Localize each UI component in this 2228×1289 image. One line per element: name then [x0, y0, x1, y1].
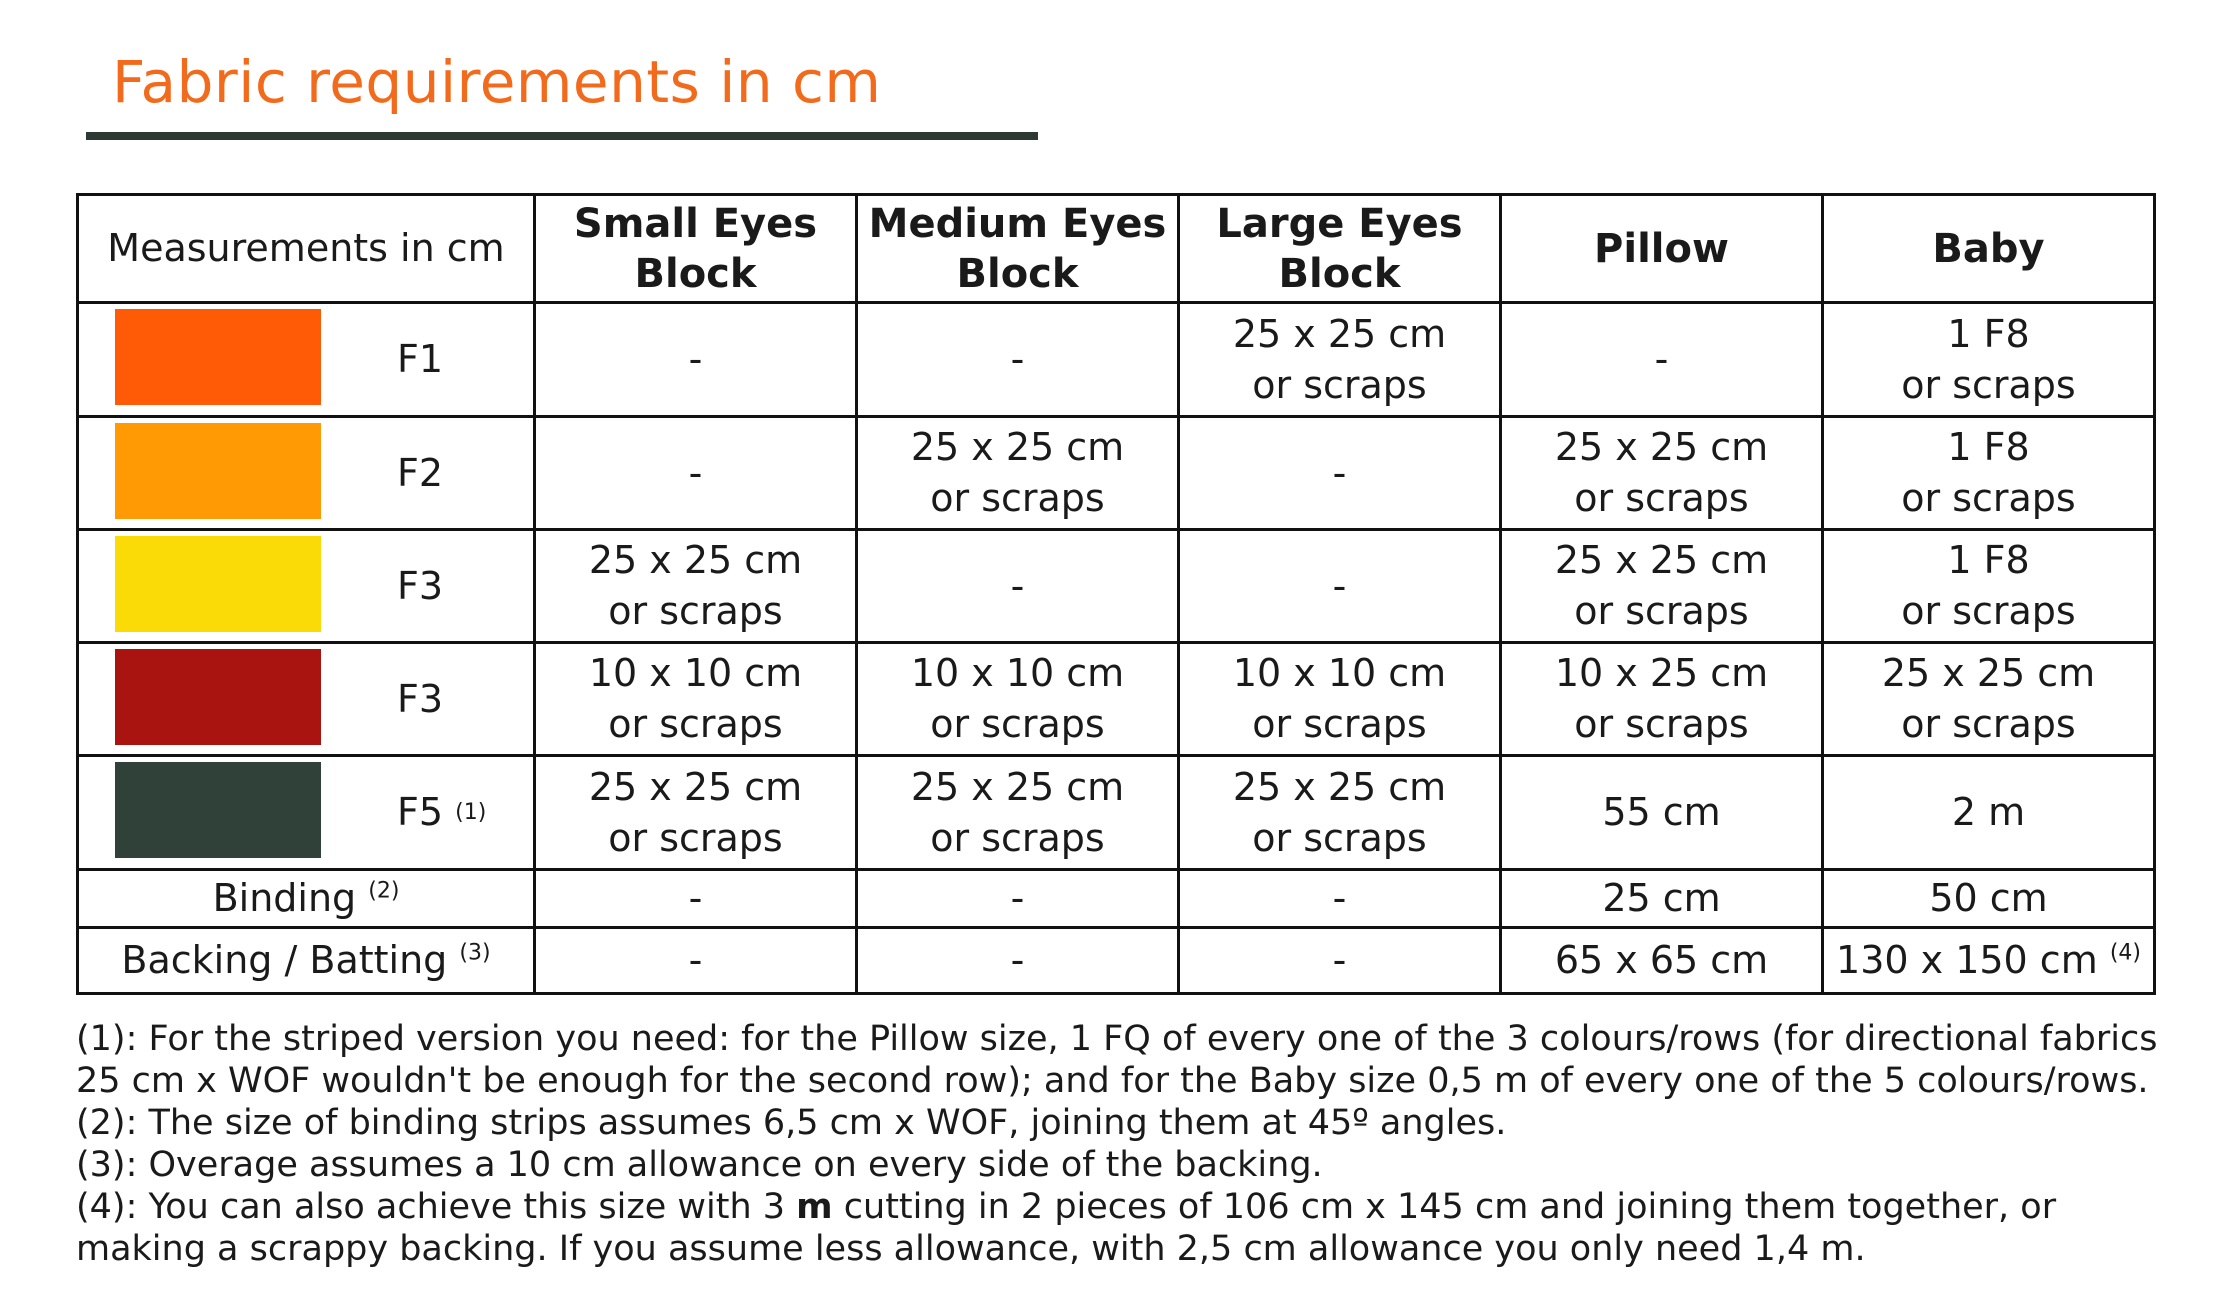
table-cell: 25 x 25 cm or scraps [1179, 756, 1501, 870]
table-cell: - [535, 870, 857, 928]
row-label-cell: Binding $^{(2)}$ [78, 870, 535, 928]
footnote-2: (2): The size of binding strips assumes 6,5 cm x WOF, joining them at 45º angles. [76, 1103, 1507, 1143]
fabric-label-cell [78, 417, 535, 530]
table-cell: 25 x 25 cm or scraps [535, 756, 857, 870]
footnote-1: (1): For the striped version you need: for the Pillow size, 1 FQ of every one of the 3 colours/rows (for directional fabrics 25 cm x WOF wouldn't be enough for the second row); and for the Baby size 0,5 m of every one of the 5 colours/rows. [76, 1019, 2158, 1101]
table-cell: - [857, 303, 1179, 417]
footnote-ref: (3) [459, 940, 491, 966]
table-cell: 25 x 25 cm or scraps [1501, 530, 1823, 643]
footnote-ref: (2) [368, 878, 400, 904]
table-cell: - [857, 928, 1179, 994]
table-cell: 10 x 10 cm or scraps [857, 643, 1179, 756]
corner-header: Measurements in cm [78, 195, 535, 303]
fabric-label: F3 [397, 676, 444, 721]
fabric-color-swatch [115, 536, 321, 632]
title-underline [86, 132, 1038, 140]
table-cell: - [535, 928, 857, 994]
table-cell: - [1179, 417, 1501, 530]
fabric-label-cell [78, 530, 535, 643]
table-cell: - [857, 870, 1179, 928]
table-cell: 25 cm [1501, 870, 1823, 928]
fabric-color-swatch [115, 762, 321, 858]
footnote-ref: (4) [2109, 940, 2141, 966]
table-cell: 2 m [1823, 756, 2155, 870]
table-cell: 10 x 10 cm or scraps [535, 643, 857, 756]
table-cell: 1 F8 or scraps [1823, 530, 2155, 643]
fabric-requirements-table [76, 193, 2156, 995]
table-cell: 25 x 25 cm or scraps [857, 417, 1179, 530]
table-cell: 65 x 65 cm [1501, 928, 1823, 994]
fabric-row [78, 643, 2155, 756]
table-cell: - [535, 417, 857, 530]
fabric-color-swatch [115, 309, 321, 405]
table-cell: 25 x 25 cm or scraps [1501, 417, 1823, 530]
table-cell: - [857, 530, 1179, 643]
footnote-4: (4): You can also achieve this size with 3 m cutting in 2 pieces of 106 cm x 145 cm and joining them together, or making a scrappy backing. If you assume less allowance, with 2,5 cm allowance you only need 1,4 m. [76, 1187, 2057, 1269]
table-header-row [78, 195, 2155, 303]
table-cell: - [535, 303, 857, 417]
table-cell: 10 x 10 cm or scraps [1179, 643, 1501, 756]
fabric-row [78, 303, 2155, 417]
table-cell: - [1501, 303, 1823, 417]
table-cell: 55 cm [1501, 756, 1823, 870]
table-cell: 50 cm [1823, 870, 2155, 928]
page-title: Fabric requirements in cm [112, 48, 882, 116]
table-cell: 10 x 25 cm or scraps [1501, 643, 1823, 756]
fabric-row [78, 417, 2155, 530]
table-cell: - [1179, 870, 1501, 928]
fabric-row [78, 756, 2155, 870]
column-header-small-eyes: Small Eyes Block [535, 195, 857, 303]
fabric-label: F5 (1) [397, 790, 487, 834]
table-cell: 25 x 25 cm or scraps [1179, 303, 1501, 417]
table-cell: 25 x 25 cm or scraps [857, 756, 1179, 870]
fabric-color-swatch [115, 423, 321, 519]
table-cell: 25 x 25 cm or scraps [1823, 643, 2155, 756]
fabric-label-cell [78, 303, 535, 417]
column-header-medium-eyes: Medium Eyes Block [857, 195, 1179, 303]
table-cell: 25 x 25 cm or scraps [535, 530, 857, 643]
table-cell: - [1179, 928, 1501, 994]
fabric-label-cell [78, 643, 535, 756]
column-header-pillow: Pillow [1501, 195, 1823, 303]
footnote-3: (3): Overage assumes a 10 cm allowance on every side of the backing. [76, 1145, 1323, 1185]
fabric-color-swatch [115, 649, 321, 745]
row-label-cell: Backing / Batting $^{(3)}$ [78, 928, 535, 994]
table-cell: 1 F8 or scraps [1823, 303, 2155, 417]
column-header-baby: Baby [1823, 195, 2155, 303]
table-cell: 1 F8 or scraps [1823, 417, 2155, 530]
table-cell: - [1179, 530, 1501, 643]
extra-row [78, 928, 2155, 994]
fabric-label: F3 [397, 563, 444, 608]
fabric-label: F2 [397, 450, 444, 495]
fabric-label-cell [78, 756, 535, 870]
table-cell: 130 x 150 cm $^{(4)}$ [1823, 928, 2155, 994]
column-header-large-eyes: Large Eyes Block [1179, 195, 1501, 303]
fabric-label: F1 [397, 337, 444, 381]
extra-row [78, 870, 2155, 928]
footnotes [76, 1018, 2166, 1270]
fabric-row [78, 530, 2155, 643]
